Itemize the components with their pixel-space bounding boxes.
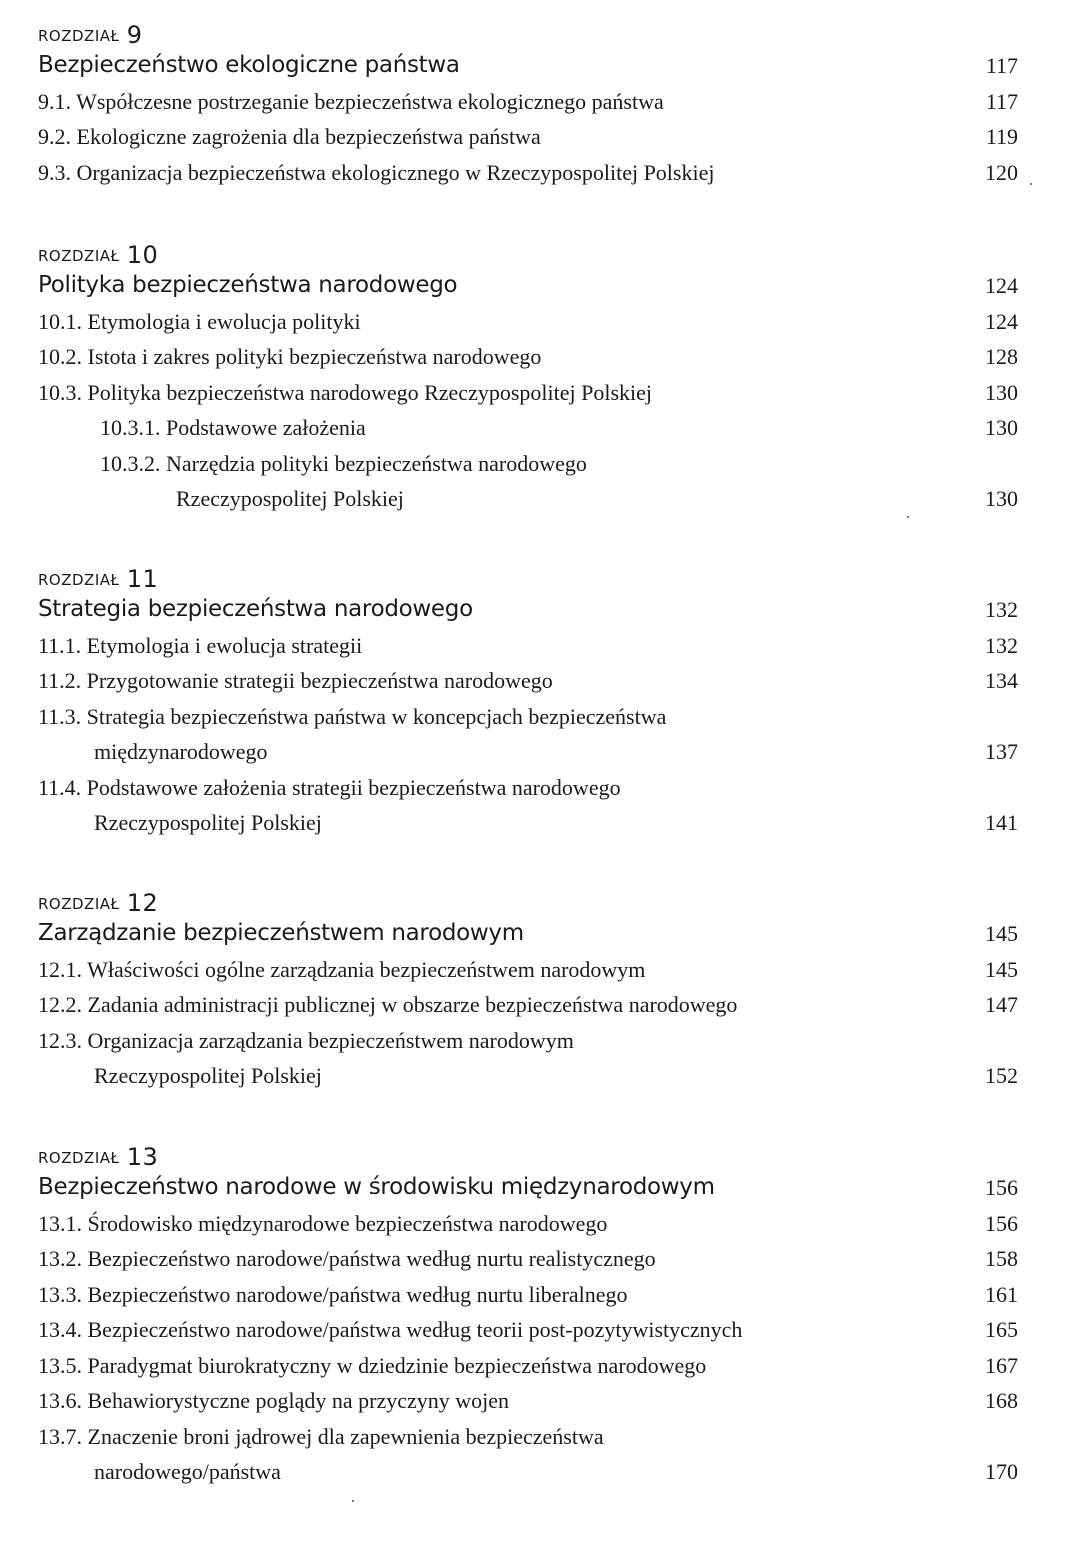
- page-number: 132: [985, 597, 1018, 622]
- toc-entry: [38, 952, 1018, 988]
- chapter-title: Bezpieczeństwo ekologiczne państwa: [38, 52, 460, 78]
- entry-text: 13.1. Środowisko międzynarodowe bezpieczeństwa narodowego: [38, 1210, 608, 1236]
- chapter-title: Bezpieczeństwo narodowe w środowisku międzynarodowym: [38, 1174, 715, 1200]
- scan-speck: [352, 1500, 354, 1502]
- page-number: 128: [985, 344, 1018, 369]
- page-number: 137: [985, 739, 1018, 764]
- chapter-title: Strategia bezpieczeństwa narodowego: [38, 596, 473, 622]
- page-number: 124: [985, 308, 1018, 334]
- chapter-title: Polityka bezpieczeństwa narodowego: [38, 272, 458, 298]
- toc-entry: [38, 628, 1018, 664]
- page-number: 156: [985, 1210, 1018, 1236]
- scan-speck: [907, 516, 909, 518]
- toc-entry: [38, 663, 1018, 699]
- page-number: 120: [985, 159, 1018, 185]
- chapter-11: [38, 566, 1018, 841]
- page-number: 141: [985, 810, 1018, 835]
- entry-text: 11.1. Etymologia i ewolucja strategii: [38, 632, 363, 658]
- entry-text: 13.3. Bezpieczeństwo narodowe/państwa według nurtu liberalnego: [38, 1281, 628, 1307]
- page-number: 156: [985, 1175, 1018, 1200]
- toc-entry: [38, 1023, 1018, 1059]
- page-number: 119: [985, 124, 1018, 149]
- toc-entry: [38, 375, 1018, 411]
- toc-entry: [38, 339, 1018, 375]
- entry-text: 12.3. Organizacja zarządzania bezpieczeństwem narodowym: [38, 1027, 574, 1053]
- page-number: 170: [985, 1459, 1018, 1484]
- chapter-12: [38, 890, 1018, 1094]
- entry-continuation-text: Rzeczypospolitej Polskiej: [176, 486, 404, 511]
- toc-entry: [38, 84, 1018, 120]
- entry-text: 12.2. Zadania administracji publicznej w obszarze bezpieczeństwa narodowego: [38, 992, 738, 1017]
- chapter-number: 11: [126, 565, 159, 593]
- page-number: 117: [985, 53, 1018, 78]
- entry-continuation-text: narodowego/państwa: [94, 1459, 281, 1484]
- page-number: 130: [985, 379, 1018, 405]
- entry-text: 13.2. Bezpieczeństwo narodowe/państwa według nurtu realistycznego: [38, 1246, 656, 1271]
- page-number: 161: [985, 1281, 1018, 1307]
- chapter-label: [38, 566, 1018, 592]
- page-number: 147: [985, 992, 1018, 1017]
- page-number: 117: [985, 88, 1018, 114]
- entry-continuation-text: Rzeczypospolitej Polskiej: [94, 810, 322, 835]
- toc-entry: [38, 1206, 1018, 1242]
- entry-text: 10.1. Etymologia i ewolucja polityki: [38, 308, 361, 334]
- chapter-label-text: ROZDZIAŁ: [38, 571, 120, 589]
- toc-entry-continuation: [38, 734, 1018, 770]
- toc-entry-continuation: [38, 1058, 1018, 1094]
- scan-speck: [1030, 183, 1032, 185]
- chapter-label: [38, 1144, 1018, 1170]
- page-number: 130: [985, 415, 1018, 440]
- chapter-title-row: [38, 48, 1018, 84]
- entry-text: 9.1. Współczesne postrzeganie bezpieczeństwa ekologicznego państwa: [38, 88, 664, 114]
- entry-text: 13.6. Behawiorystyczne poglądy na przyczyny wojen: [38, 1388, 510, 1413]
- toc-entry-continuation: [38, 1454, 1018, 1490]
- toc-subentry: [38, 410, 1018, 446]
- toc-entry: [38, 770, 1018, 806]
- chapter-number: 10: [126, 241, 159, 269]
- entry-text: 13.4. Bezpieczeństwo narodowe/państwa według teorii post-pozytywistycznych: [38, 1317, 743, 1342]
- page-number: 152: [985, 1063, 1018, 1088]
- toc-entry: [38, 987, 1018, 1023]
- page-number: 134: [985, 668, 1018, 693]
- toc-entry: [38, 1383, 1018, 1419]
- entry-text: 10.3.2. Narzędzia polityki bezpieczeństwa narodowego: [100, 450, 587, 476]
- page-number: 145: [985, 921, 1018, 946]
- chapter-title-row: [38, 592, 1018, 628]
- chapter-label-text: ROZDZIAŁ: [38, 895, 120, 913]
- toc-entry: [38, 1419, 1018, 1455]
- chapter-title-row: [38, 268, 1018, 304]
- page-number: 145: [985, 956, 1018, 982]
- toc-entry: [38, 1277, 1018, 1313]
- entry-text: 10.3. Polityka bezpieczeństwa narodowego Rzeczypospolitej Polskiej: [38, 379, 653, 405]
- chapter-label: [38, 890, 1018, 916]
- toc-entry: [38, 1348, 1018, 1384]
- entry-text: 11.4. Podstawowe założenia strategii bezpieczeństwa narodowego: [38, 774, 621, 800]
- toc-entry: [38, 699, 1018, 735]
- chapter-title-row: [38, 1170, 1018, 1206]
- chapter-label-text: ROZDZIAŁ: [38, 1149, 120, 1167]
- chapter-10: [38, 242, 1018, 517]
- toc-entry-continuation: [38, 805, 1018, 841]
- page-number: 158: [985, 1246, 1018, 1271]
- entry-continuation-text: Rzeczypospolitej Polskiej: [94, 1063, 322, 1088]
- entry-text: 10.3.1. Podstawowe założenia: [100, 415, 366, 440]
- entry-text: 11.2. Przygotowanie strategii bezpieczeństwa narodowego: [38, 668, 553, 693]
- toc-entry: [38, 1241, 1018, 1277]
- entry-text: 9.3. Organizacja bezpieczeństwa ekologicznego w Rzeczypospolitej Polskiej: [38, 159, 715, 185]
- chapter-number: 13: [126, 1143, 159, 1171]
- toc-entry: [38, 304, 1018, 340]
- entry-text: 13.7. Znaczenie broni jądrowej dla zapewnienia bezpieczeństwa: [38, 1423, 604, 1449]
- chapter-label-text: ROZDZIAŁ: [38, 247, 120, 265]
- entry-text: 9.2. Ekologiczne zagrożenia dla bezpieczeństwa państwa: [38, 124, 541, 149]
- chapter-13: [38, 1144, 1018, 1490]
- chapter-label: [38, 242, 1018, 268]
- toc-subentry: [38, 446, 1018, 482]
- toc-entry: [38, 119, 1018, 155]
- page-number: 124: [985, 273, 1018, 298]
- page-number: 132: [985, 632, 1018, 658]
- page-number: 167: [985, 1352, 1018, 1378]
- toc-entry: [38, 1312, 1018, 1348]
- entry-continuation-text: międzynarodowego: [94, 739, 268, 764]
- toc-entry-continuation: [38, 481, 1018, 517]
- chapter-title-row: [38, 916, 1018, 952]
- chapter-label: [38, 22, 1018, 48]
- entry-text: 13.5. Paradygmat biurokratyczny w dziedzinie bezpieczeństwa narodowego: [38, 1352, 707, 1378]
- chapter-title: Zarządzanie bezpieczeństwem narodowym: [38, 920, 524, 946]
- page-number: 168: [985, 1388, 1018, 1413]
- chapter-9: [38, 22, 1018, 190]
- page-number: 130: [985, 486, 1018, 511]
- toc-entry: [38, 155, 1018, 191]
- entry-text: 11.3. Strategia bezpieczeństwa państwa w koncepcjach bezpieczeństwa: [38, 703, 667, 729]
- entry-text: 10.2. Istota i zakres polityki bezpieczeństwa narodowego: [38, 344, 542, 369]
- chapter-label-text: ROZDZIAŁ: [38, 27, 120, 45]
- chapter-number: 9: [126, 21, 143, 49]
- page-number: 165: [985, 1317, 1018, 1342]
- entry-text: 12.1. Właściwości ogólne zarządzania bezpieczeństwem narodowym: [38, 956, 646, 982]
- chapter-number: 12: [126, 889, 159, 917]
